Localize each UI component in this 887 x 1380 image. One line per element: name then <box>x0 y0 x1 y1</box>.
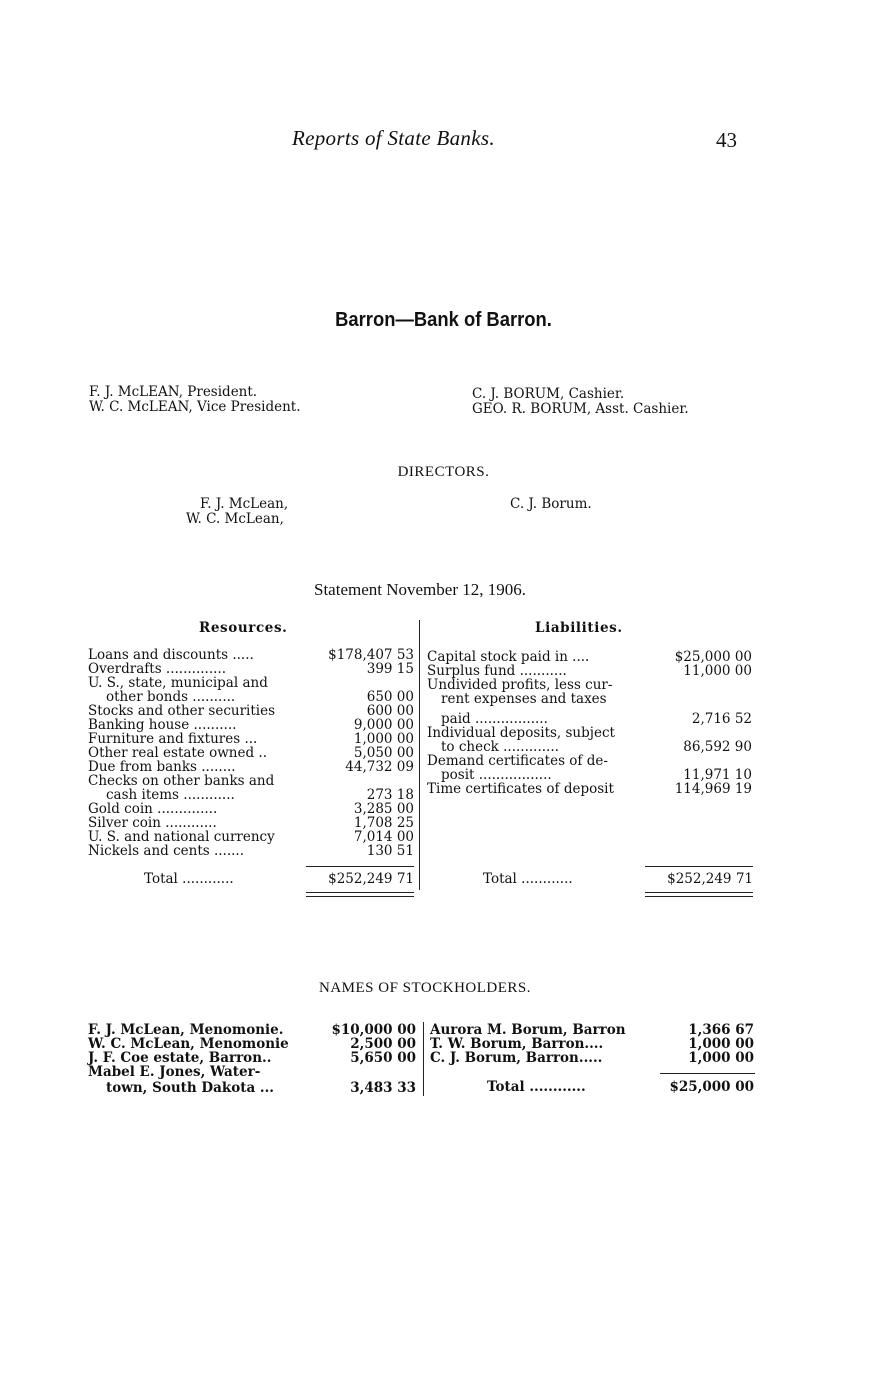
officer-cashier: C. J. BORUM, Cashier. <box>472 386 625 402</box>
stockholder-row: W. C. McLean, Menomonie 2,500 00 <box>88 1036 416 1052</box>
liabilities-total-row <box>483 872 753 888</box>
stockholders-heading: NAMES OF STOCKHOLDERS. <box>318 980 531 996</box>
stockholder-row: F. J. McLean, Menomonie. $10,000 00 <box>88 1022 416 1038</box>
statement-title: Statement November 12, 1906. <box>314 580 526 599</box>
ledger-row: Surplus fund ........... 11,000 00 <box>427 663 752 679</box>
ledger-row: Other real estate owned .. 5,050 00 <box>88 745 414 761</box>
ledger-row: U. S., state, municipal and <box>88 675 268 691</box>
officers-right <box>472 387 689 417</box>
stockholder-total: Total ............ $25,000 00 <box>487 1079 754 1095</box>
ledger-row: Overdrafts .............. 399 15 <box>88 661 414 677</box>
stockholder-row: Aurora M. Borum, Barron 1,366 67 <box>430 1022 754 1038</box>
ledger-row: cash items ............ 273 18 <box>106 787 414 803</box>
ledger-row: Undivided profits, less cur- <box>427 677 613 693</box>
stockholders-right <box>430 1023 754 1073</box>
ledger-row: Gold coin .............. 3,285 00 <box>88 801 414 817</box>
director-name: W. C. McLean, <box>186 511 284 527</box>
officers-left <box>89 385 301 415</box>
total-rule <box>645 866 753 867</box>
column-divider <box>419 620 420 890</box>
directors-heading: DIRECTORS. <box>397 464 490 480</box>
total-rule <box>306 866 414 867</box>
double-rule <box>645 892 753 893</box>
officer-president: F. J. McLEAN, President. <box>89 384 258 400</box>
ledger-row: Individual deposits, subject <box>427 725 615 741</box>
ledger-row: Silver coin ............ 1,708 25 <box>88 815 414 831</box>
directors-right <box>510 497 592 512</box>
page-number: 43 <box>716 128 737 152</box>
ledger-row: Banking house .......... 9,000 00 <box>88 717 414 733</box>
stockholders-total-row <box>487 1080 754 1096</box>
ledger-row: Loans and discounts ..... $178,407 53 <box>88 647 414 663</box>
ledger-row: Checks on other banks and <box>88 773 275 789</box>
ledger-row: Stocks and other securities 600 00 <box>88 703 414 719</box>
stockholder-row: C. J. Borum, Barron..... 1,000 00 <box>430 1050 754 1066</box>
double-rule <box>645 896 753 897</box>
resources-ledger <box>88 648 414 863</box>
total-rule <box>660 1073 755 1074</box>
director-name: C. J. Borum. <box>510 496 592 512</box>
ledger-row: U. S. and national currency 7,014 00 <box>88 829 414 845</box>
ledger-row: paid ................. 2,716 52 <box>441 711 752 727</box>
ledger-row: Demand certificates of de- <box>427 753 608 769</box>
liabilities-heading: Liabilities. <box>535 620 623 636</box>
ledger-row: Capital stock paid in .... $25,000 00 <box>427 649 752 665</box>
ledger-row: posit ................. 11,971 10 <box>441 767 752 783</box>
double-rule <box>306 892 414 893</box>
ledger-total: Total ............ $252,249 71 <box>483 871 753 887</box>
stockholder-row: J. F. Coe estate, Barron.. 5,650 00 <box>88 1050 416 1066</box>
director-name: F. J. McLean, <box>200 496 289 512</box>
ledger-row: to check ............. 86,592 90 <box>441 739 752 755</box>
double-rule <box>306 896 414 897</box>
ledger-row: Due from banks ........ 44,732 09 <box>88 759 414 775</box>
stockholder-row: town, South Dakota ... 3,483 33 <box>106 1080 416 1096</box>
running-head-title: Reports of State Banks. <box>292 126 495 150</box>
stockholders-divider <box>423 1022 424 1096</box>
officer-asst-cashier: GEO. R. BORUM, Asst. Cashier. <box>472 401 689 417</box>
resources-total-row <box>144 872 414 888</box>
ledger-row: other bonds .......... 650 00 <box>106 689 414 705</box>
bank-title: Barron—Bank of Barron. <box>335 309 552 331</box>
ledger-row: Nickels and cents ....... 130 51 <box>88 843 414 859</box>
ledger-row: rent expenses and taxes <box>441 691 607 707</box>
resources-heading: Resources. <box>199 620 288 636</box>
ledger-row: Furniture and fixtures ... 1,000 00 <box>88 731 414 747</box>
liabilities-ledger <box>427 650 752 800</box>
stockholder-row: Mabel E. Jones, Water- <box>88 1064 261 1080</box>
stockholders-left <box>88 1023 416 1103</box>
ledger-total: Total ............ $252,249 71 <box>144 871 414 887</box>
ledger-row: Time certificates of deposit 114,969 19 <box>427 781 752 797</box>
stockholder-row: T. W. Borum, Barron.... 1,000 00 <box>430 1036 754 1052</box>
directors-left <box>186 497 288 527</box>
officer-vice-president: W. C. McLEAN, Vice President. <box>89 399 301 415</box>
